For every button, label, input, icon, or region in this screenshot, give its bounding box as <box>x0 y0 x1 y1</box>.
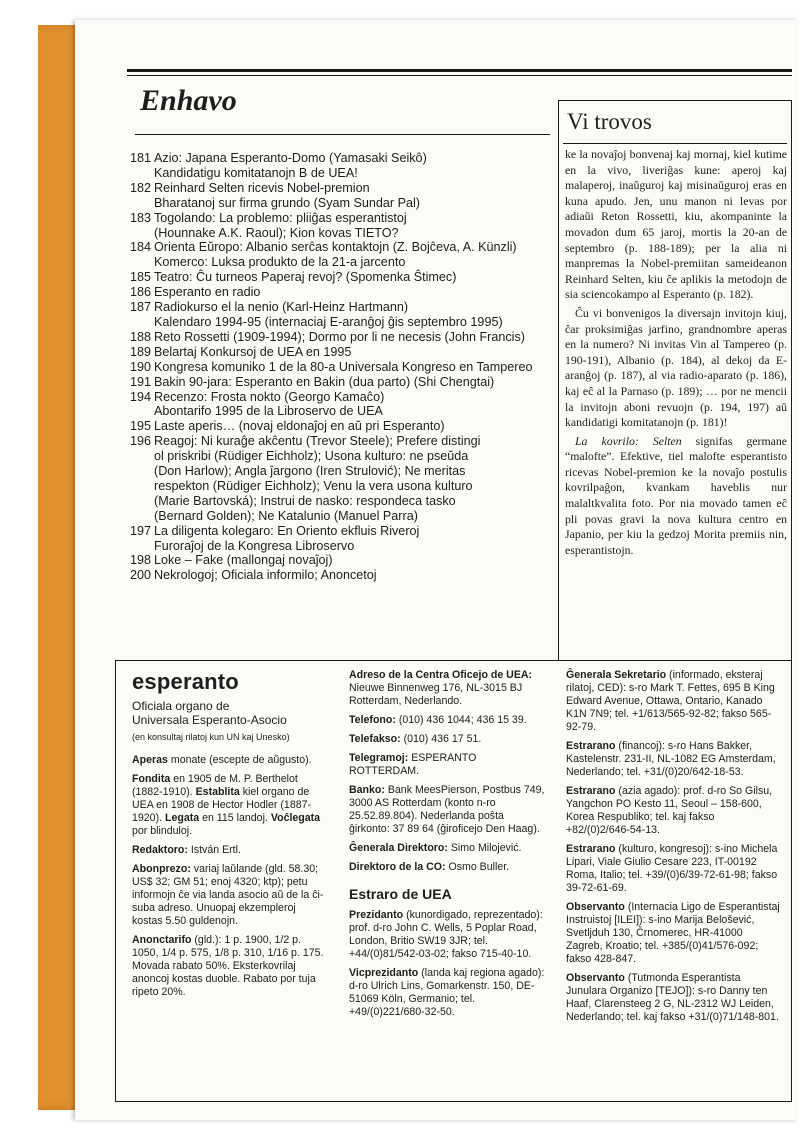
vi-trovos-text <box>565 147 787 561</box>
toc-entry <box>123 211 553 241</box>
toc-entry-line: (Bernard Golden); Ne Katalunio (Manuel Parra) <box>154 508 418 523</box>
label: Prezidanto <box>349 909 404 921</box>
value: (kunordigado, reprezentado): prof. d-ro John C. Wells, 5 Poplar Road, London, Britio SW19 3JR; tel. +44/(0)81/542-03-02; fakso 715-40-10. <box>349 909 543 960</box>
toc-page-number: 188 <box>129 329 151 344</box>
toc-page-number: 194 <box>129 389 151 404</box>
label: Legata <box>164 812 200 824</box>
subtitle-line: Universala Esperanto-Asocio <box>132 713 287 727</box>
label: Banko: <box>349 784 385 796</box>
colophon-column-1 <box>132 699 328 1005</box>
label: Adreso de la Centra Oficejo de UEA: <box>349 669 533 681</box>
toc-entry-text <box>154 568 553 583</box>
toc-entry-line: Orienta Eŭropo: Albanio serĉas kontaktojn (Z. Bojĉeva, A. Künzli) <box>154 240 517 255</box>
toc-entry <box>123 300 553 330</box>
toc-entry-line: Komerco: Luksa produkto de la 21-a jarcento <box>154 255 406 270</box>
value: Nieuwe Binnenweg 176, NL-3015 BJ Rotterdam, Nederlando. <box>349 682 523 707</box>
toc-page-number: 198 <box>129 553 151 568</box>
toc-entry <box>123 181 553 211</box>
unesco-note: (en konsultaj rilatoj kun UN kaj Unesko) <box>132 732 290 742</box>
value: variaj laŭlande (gld. 58.30; US$ 32; GM 51; enoj 4320; ktp); petu informojn ĉe via landa asocio aŭ de la ĉi-suba adreso. Unuopaj ekzempleroj kostas 5.50 guldenojn. <box>132 863 324 927</box>
magazine-page <box>75 20 797 1120</box>
toc-page-number: 184 <box>129 240 151 255</box>
toc-page-number: 183 <box>129 210 151 225</box>
toc-entry-line: Kandidatigu komitatanojn B de UEA! <box>154 165 358 180</box>
toc-entry-text <box>154 270 553 285</box>
value: Bank MeesPierson, Postbus 749, 3000 AS Rotterdam (konto n-ro 25.52.89.804). Nederlanda poŝta ĝirkonto: 37 89 64 (ĝiroficejo Den Haag). <box>349 784 545 835</box>
value: kiel organo de UEA en 1908 de Hector Hodler (1887-1920). <box>132 786 312 824</box>
label: Ĝenerala Sekretario <box>566 669 667 681</box>
toc-entry <box>123 524 553 554</box>
toc-entry <box>123 434 553 523</box>
estrarano-info <box>566 785 781 837</box>
label: Telefakso: <box>349 733 401 745</box>
vi-trovos-paragraph: Ĉu vi bonvenigos la diversajn invitojn kiuj, ĉar proksimiĝas jarfino, grandnombre aperas en la numero? Ni invitas Vin al Tampereo (p. 190-191), Albanio (p. 184), al dekoj da E-aranĝoj (p. 187), al via radio-aparato (p. 186), kaj eĉ al la Parnaso (p. 189); … por ne mencii la invitojn aboni revuojn (p. 194, 197) aŭ kandidatigi komitatanojn (p. 181)! <box>565 305 787 430</box>
telegramoj-info <box>349 752 545 778</box>
abonprezo-info <box>132 863 328 928</box>
toc-entry <box>123 360 553 375</box>
value: (landa kaj regiona agado): d-ro Ulrich Lins, Gomarkenstr. 150, DE-51069 Köln, Germanio; tel. +49/(0)221/680-32-50. <box>349 967 545 1018</box>
toc-entry-line: Belartaj Konkursoj de UEA en 1995 <box>154 344 352 359</box>
toc-entry-line: Bakin 90-jara: Esperanto en Bakin (dua parto) (Shi Chengtai) <box>154 374 495 389</box>
value: Osmo Buller. <box>445 861 510 873</box>
label: Anonctarifo <box>132 934 192 946</box>
toc-entry-text <box>154 345 553 360</box>
toc-entry-text <box>154 390 553 420</box>
label: Estrarano <box>566 785 616 797</box>
vi-trovos-box <box>558 100 792 662</box>
cover-caption-text: signifas germane “malofte”. Efektive, tiel malofte esperantisto ricevas Nobel-premion ke la novaĵo postulis kovrilpaĝon, kvankam haveblis nur malaltkvalita foto. Por nia movado tamen eĉ pli povas gravi la nova kultura centro en Japanio, per kiu la gedzoj Morita premiis nin, esperantistojn. <box>565 433 787 557</box>
toc-entry <box>123 285 553 300</box>
value: (Tutmonda Esperantista Junulara Organizo [TEJO]): s-ro Danny ten Haaf, Clarensteeg 2 G, NL-2312 WJ Leiden, Nederlando; tel. kaj fakso +31/(0)71/148-801. <box>566 972 779 1023</box>
value: (gld.): 1 p. 1900, 1/2 p. 1050, 1/4 p. 575, 1/8 p. 310, 1/16 p. 175. Movada rabato 50%. Eksterkovrilaj anoncoj kostas duoble. Rabato por tuja ripeto 20%. <box>132 934 324 998</box>
toc-entry <box>123 419 553 434</box>
colophon-column-3 <box>566 669 781 1030</box>
label: Observanto <box>566 901 625 913</box>
toc-entry-line: ol priskribi (Rüdiger Eichholz); Usona kulturo: ne pseŭda <box>154 449 469 464</box>
toc-page-number: 190 <box>129 359 151 374</box>
toc-entry-line: Reagoj: Ni kuraĝe akĉentu (Trevor Steele); Prefere distingi <box>154 434 481 449</box>
banko-info <box>349 784 545 836</box>
prezidanto-info <box>349 909 545 961</box>
label: Redaktoro: <box>132 844 188 856</box>
toc-page-number: 189 <box>129 344 151 359</box>
toc-entry-line: Teatro: Ĉu turneos Paperaj revoj? (Spomenka Ŝtimec) <box>154 270 457 285</box>
toc-entry-line: Bharatanoj sur firma grundo (Syam Sundar Pal) <box>154 195 420 210</box>
toc-entry-line: Loke – Fake (mallongaj novaĵoj) <box>154 553 333 568</box>
telefono-info <box>349 714 545 727</box>
toc-entry-line: Kalendaro 1994-95 (internaciaj E-aranĝoj ĝis septembro 1995) <box>154 314 503 329</box>
label: Vicprezidanto <box>349 967 419 979</box>
toc-entry <box>123 270 553 285</box>
toc-entry-line: Laste aperis… (novaj eldonaĵoj en aŭ pri Esperanto) <box>154 419 445 434</box>
toc-entry-line: respekton (Rüdiger Eichholz); Venu la vera usona kulturo <box>154 478 473 493</box>
vi-trovos-title: Vi trovos <box>567 109 652 134</box>
subtitle-line: Oficiala organo de <box>132 699 230 713</box>
toc-entry-text <box>154 300 553 330</box>
toc-entry <box>123 330 553 345</box>
toc-entry-line: Radiokurso el la nenio (Karl-Heinz Hartmann) <box>154 300 409 315</box>
vicprezidanto-info <box>349 967 545 1019</box>
label: Estrarano <box>566 740 616 752</box>
colophon-box <box>115 660 792 1102</box>
toc-page-number: 197 <box>129 523 151 538</box>
toc-entry-text <box>154 285 553 300</box>
toc-entry-text <box>154 330 553 345</box>
observanto-info <box>566 972 781 1024</box>
toc-entry-line: Azio: Japana Esperanto-Domo (Yamasaki Seikô) <box>154 151 427 165</box>
toc-entry-line: Kongresa komuniko 1 de la 80-a Universala Kongreso en Tampereo <box>154 359 533 374</box>
toc-entry <box>123 390 553 420</box>
toc-entry-line: Recenzo: Frosta nokto (Georgo Kamaĉo) <box>154 389 385 404</box>
toc-page-number: 195 <box>129 419 151 434</box>
cover-caption-lead: La kovrilo: Selten <box>575 433 682 448</box>
toc-entry-text <box>154 211 553 241</box>
top-rule-thick <box>127 69 792 72</box>
estrarano-info <box>566 740 781 779</box>
toc-entry-line: Nekrologoj; Oficiala informilo; Anoncetoj <box>154 568 377 583</box>
toc-entry <box>123 553 553 568</box>
toc-title: Enhavo <box>140 84 237 117</box>
toc-page-number: 181 <box>129 151 151 165</box>
toc-entry-line: Abontarifo 1995 de la Libroservo de UEA <box>154 404 383 419</box>
value: Simo Milojević. <box>447 842 522 854</box>
toc-entry-text <box>154 151 553 181</box>
toc-entry-line: Reto Rossetti (1909-1994); Dormo por li ne necesis (John Francis) <box>154 329 525 344</box>
toc-entry <box>123 568 553 583</box>
toc-page-number: 185 <box>129 270 151 285</box>
toc-entry-line: Esperanto en radio <box>154 285 261 300</box>
table-of-contents <box>123 151 553 583</box>
value: en 115 landoj. <box>199 812 271 824</box>
estraro-heading: Estraro de UEA <box>349 886 452 902</box>
colophon-column-2 <box>349 669 545 1025</box>
toc-entry-line: (Hounnake A.K. Raoul); Kion kovas TIETO? <box>154 225 399 240</box>
toc-entry-line: Togolando: La problemo: pliiĝas esperantistoj <box>154 210 407 225</box>
direktoro-co-info <box>349 861 545 874</box>
toc-entry-text <box>154 524 553 554</box>
value: István Ertl. <box>187 844 241 856</box>
toc-entry <box>123 375 553 390</box>
toc-entry-text <box>154 553 553 568</box>
label: Observanto <box>566 972 625 984</box>
value: monate (escepte de aŭgusto). <box>167 754 312 766</box>
aperas-info <box>132 754 328 767</box>
label: Ĝenerala Direktoro: <box>349 842 448 854</box>
toc-entry <box>123 151 553 181</box>
toc-entry-text <box>154 360 553 375</box>
label: Telegramoj: <box>349 752 409 764</box>
vi-trovos-paragraph <box>565 434 787 559</box>
value: por blinduloj. <box>132 825 193 837</box>
anonctarifo-info <box>132 934 328 999</box>
ghenerala-direktoro-info <box>349 842 545 855</box>
label: Voĉlegata <box>270 812 321 824</box>
value: (010) 436 1044; 436 15 39. <box>395 714 527 726</box>
label: Aperas <box>132 754 168 766</box>
vi-trovos-rule <box>563 143 787 144</box>
title-rule <box>135 134 550 135</box>
toc-page-number: 200 <box>129 568 151 583</box>
redaktoro-info <box>132 844 328 857</box>
toc-entry-line: Reinhard Selten ricevis Nobel-premion <box>154 180 370 195</box>
vi-trovos-paragraph: ke la novaĵoj bonvenaj kaj mornaj, kiel kutime en la vivo, liveriĝas kune: aperoj kaj malaperoj, inaŭguroj kaj misinaŭguroj eras en kuna apudo. Jen, unu manon ni levas por adiaŭi Reton Rossetti, kiu, akompaninte la movadon dum 65 jaroj, mortis la 20-an de septembro (p. 188-189); per la alia ni manpremas la Nobel-premiitan sameideanon Reinhard Selten, kiu ĉe aplikis la metodojn de sia sciencokampo al Esperanto (p. 182). <box>565 147 787 302</box>
value: (Internacia Ligo de Esperantistaj Instruistoj [ILEI]): s-ino Marija Belošević, Svetljduh 130, Črnomerec, HR-41000 Zagreb, Kroatio; tel. +385/(0)41/576-092; fakso 428-847. <box>566 901 780 965</box>
label: Abonprezo: <box>132 863 191 875</box>
toc-entry-line: (Marie Bartovská); Instrui de nasko: respondeca tasko <box>154 493 456 508</box>
toc-page-number: 186 <box>129 285 151 300</box>
label: Estrarano <box>566 843 616 855</box>
colophon-subtitle <box>132 699 328 727</box>
toc-entry-text <box>154 375 553 390</box>
toc-page-number: 196 <box>129 434 151 449</box>
value: (financoj): s-ro Hans Bakker, Kastelenstr. 231-II, NL-1082 EG Amsterdam, Nederlando; tel. +31/(0)20/642-18-53. <box>566 740 776 778</box>
toc-page-number: 191 <box>129 374 151 389</box>
toc-entry-line: Furoraĵoj de la Kongresa Libroservo <box>154 538 355 553</box>
toc-entry-text <box>154 181 553 211</box>
adreso-info <box>349 669 545 708</box>
toc-entry <box>123 240 553 270</box>
toc-entry-line: La diligenta kolegaro: En Oriento ekfluis Riveroj <box>154 523 420 538</box>
label: Telefono: <box>349 714 396 726</box>
toc-entry <box>123 345 553 360</box>
toc-entry-line: (Don Harlow); Angla ĵargono (Iren Strulović); Ne meritas <box>154 464 466 479</box>
observanto-info <box>566 901 781 966</box>
value: ESPERANTO ROTTERDAM. <box>349 752 477 777</box>
toc-entry-text <box>154 419 553 434</box>
toc-entry-text <box>154 240 553 270</box>
label: Establita <box>195 786 240 798</box>
value: (010) 436 17 51. <box>400 733 482 745</box>
value: (azia agado): prof. d-ro So Gilsu, Yangchon PO Kesto 11, Seoul – 158-600, Korea Respubliko; tel. kaj fakso +82/(0)2/646-54-13. <box>566 785 773 836</box>
label: Fondita <box>132 773 171 785</box>
toc-page-number: 182 <box>129 180 151 195</box>
telefakso-info <box>349 733 545 746</box>
history-info <box>132 773 328 838</box>
toc-page-number: 187 <box>129 300 151 315</box>
estrarano-info <box>566 843 781 895</box>
top-rule-thin <box>127 75 792 76</box>
value: (informado, eksteraj rilatoj, CED): s-ro Mark T. Fettes, 695 B King Edward Avenue, Ottawa, Ontario, Kanado K1N 7N9; tel. +1/613/565-92-82; fakso 565-92-79. <box>566 669 775 733</box>
value: (kulturo, kongresoj): s-ino Michela Lipari, Viale Giulio Cesare 223, IT-00192 Roma, Italio; tel. +39/(0)6/39-72-61-98; fakso 39-72-61-69. <box>566 843 778 894</box>
esperanto-logo: esperanto <box>132 669 239 694</box>
label: Direktoro de la CO: <box>349 861 446 873</box>
toc-entry-text <box>154 434 553 523</box>
value: en 1905 de M. P. Berthelot (1882-1910). <box>132 773 298 798</box>
sekretario-info <box>566 669 781 734</box>
